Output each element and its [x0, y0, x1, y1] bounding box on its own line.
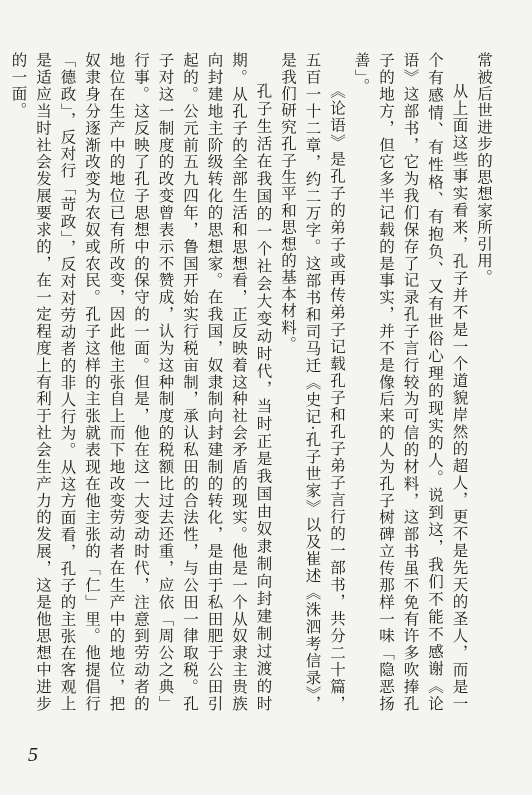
- paragraph-1: 常被后世进步的思想家所引用。: [475, 52, 493, 286]
- paragraph-2: 从上面这些事实看来，孔子并不是一个道貌岸然的超人，更不是先天的圣人，而是一个有感情、有性格、有抱负、又有世俗心理的现实的人。说到这，我们不能不感谢《论语》这部书，它为我们保存了记录孔子言行较为可信的材料，这部书虽不免有许多吹捧孔子的地方，但它多半记载的是事实，并不是像后来的人为孔子树碑立传那样一味「隐恶扬善」。: [352, 52, 469, 712]
- paragraph-3: 《论语》是孔子的弟子或再传弟子记载孔子和孔子弟子言行的一部书，共分二十篇，五百一十二章，约二万字。这部书和司马迁《史记·孔子世家》以及崔述《洙泗考信录》，是我们研究孔子生平和思想的基本材料。: [279, 52, 346, 712]
- paragraph-4: 孔子生活在我国的一个社会大变动时代，当时正是我国由奴隶制向封建制过渡的时期。从孔子的全部生活和思想看，正反映着这种社会矛盾的现实。他是一个从奴隶主贵族向封建地主阶级转化的思想家。在我国，奴隶制向封建制的转化，是由于私田肥于公田引起的。公元前五九四年，鲁国开始实行税亩制，承认私田的合法性，与公田一律取税。孔子对这一制度的改变曾表示不赞成，认为这种制度的税额比过去还重，应依「周公之典」行事。这反映了孔子思想中的保守的一面。但是，他在这一大变动时代，注意到劳动者的地位在生产中的地位已有所改变，因此他主张自上而下地改变劳动者在生产中的地位，把奴隶身分逐渐改变为农奴或农民。孔子这样的主张就表现在他主张的「仁」里。他提倡行「德政」，反对行「苛政」，反对对劳动者的非人行为。从这方面看，孔子的主张在客观上是适应当时社会发展要求的，在一定程度上有利于社会生产力的发展，这是他思想中进步的一面。: [9, 52, 273, 712]
- body-text: [9, 52, 496, 712]
- page-number: 5: [28, 744, 38, 766]
